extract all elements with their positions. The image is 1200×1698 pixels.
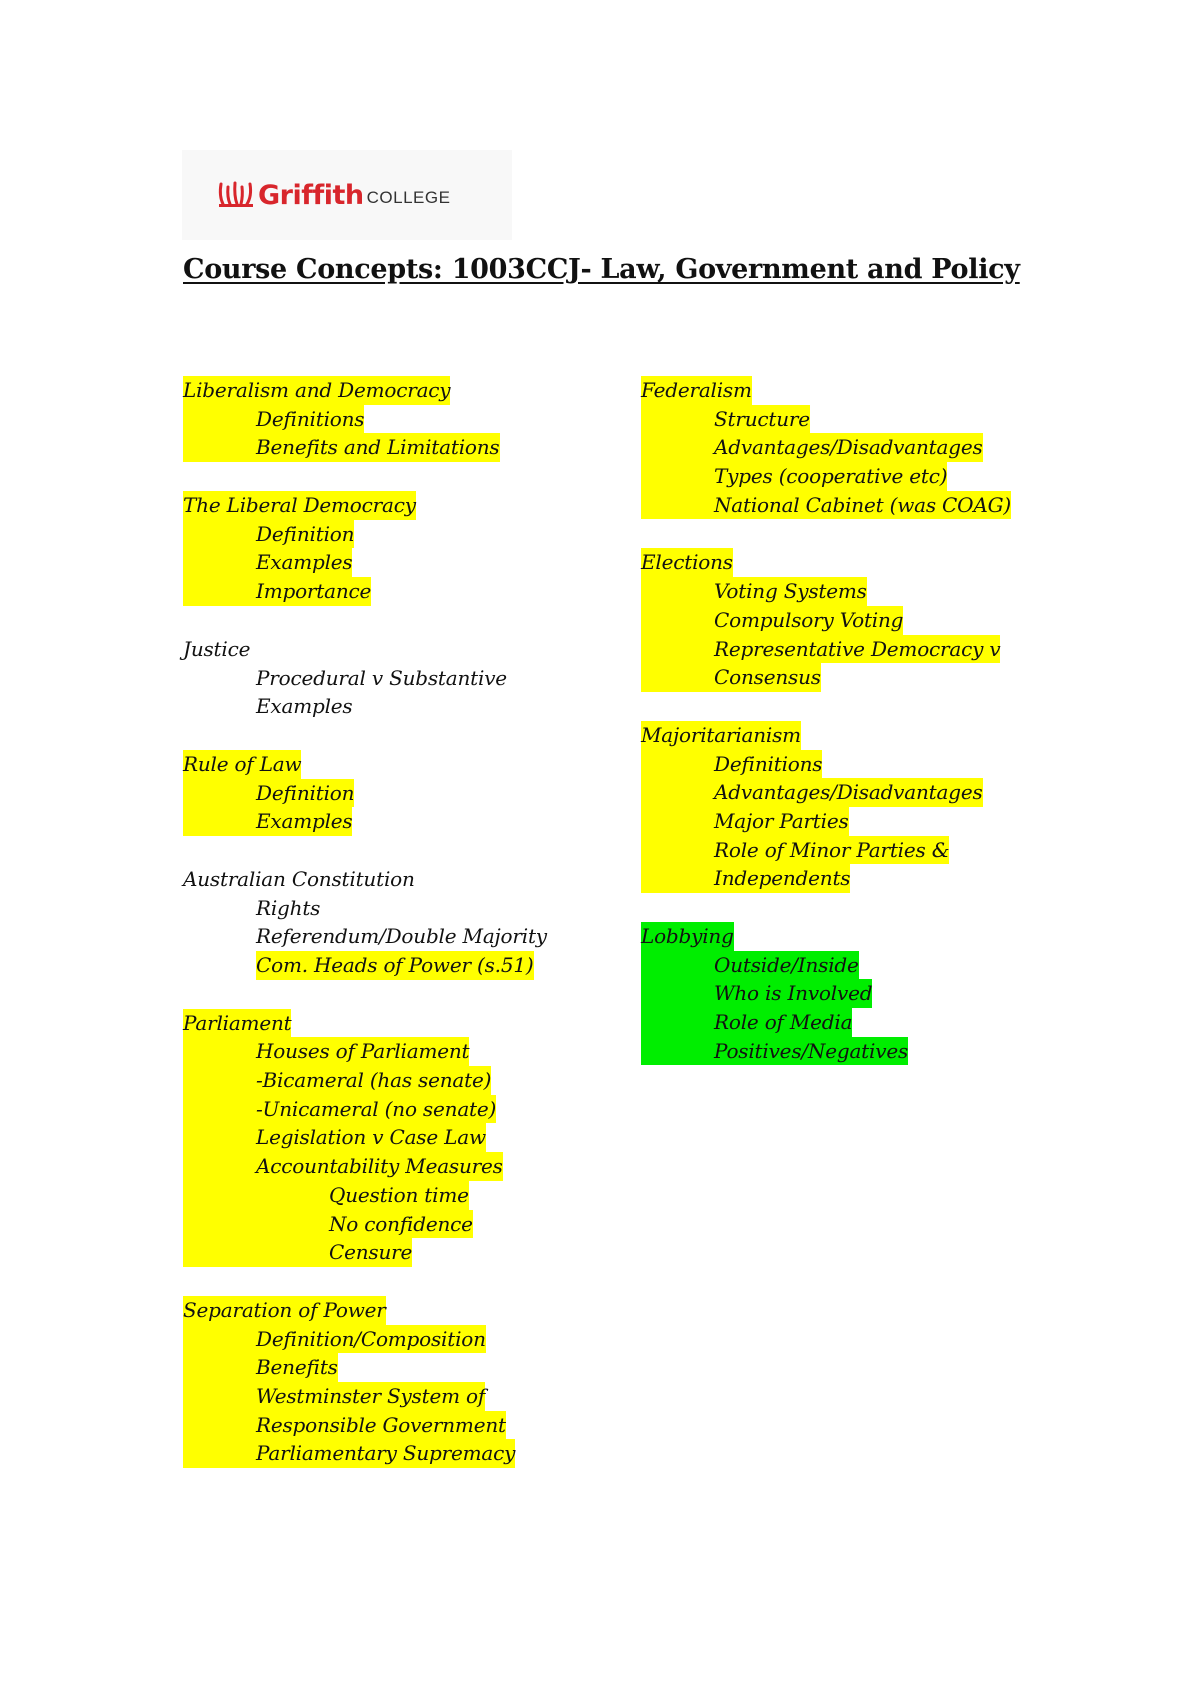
concept-block-the-liberal-democracy — [183, 491, 547, 606]
concept-subitem — [183, 664, 547, 693]
concept-subitem — [183, 520, 547, 549]
concept-heading — [183, 376, 547, 405]
concept-subitem-text: Definitions — [256, 405, 364, 434]
concept-subitem-text: -Bicameral (has senate) — [256, 1066, 491, 1095]
concept-subitem-text: Who is Involved — [714, 979, 872, 1008]
concept-subitem-text: Importance — [256, 577, 371, 606]
concept-subitem — [183, 894, 547, 923]
concept-block-parliament — [183, 1009, 547, 1267]
concept-subitem-text: Examples — [256, 694, 353, 719]
concept-heading — [183, 635, 547, 664]
concept-subitem — [183, 433, 547, 462]
concept-subitem — [641, 1008, 1011, 1037]
concept-subitem — [183, 1152, 547, 1181]
concept-subitem — [183, 405, 547, 434]
concept-heading — [641, 922, 1011, 951]
concept-subitem — [641, 635, 1011, 664]
concept-heading-text: Lobbying — [641, 922, 734, 951]
concept-subitem-text: Examples — [256, 548, 352, 577]
concept-subitem — [183, 1095, 547, 1124]
concept-subitem-text: No confidence — [329, 1210, 473, 1239]
concept-subitem-text: Houses of Parliament — [256, 1037, 469, 1066]
concept-subitem — [641, 606, 1011, 635]
concept-subitem — [641, 864, 1011, 893]
concept-block-majoritarianism — [641, 721, 1011, 893]
concept-heading — [183, 865, 547, 894]
concept-subitem-text: Definition/Composition — [256, 1325, 486, 1354]
griffith-college-logo — [182, 150, 512, 240]
left-concept-column — [183, 376, 547, 1497]
concept-subitem-text: Outside/Inside — [714, 951, 859, 980]
concept-subitem-text: Types (cooperative etc) — [714, 462, 947, 491]
concept-heading-text: The Liberal Democracy — [183, 491, 416, 520]
concept-subitem — [641, 577, 1011, 606]
concept-block-lobbying — [641, 922, 1011, 1065]
concept-heading — [641, 376, 1011, 405]
concept-subitem-text: Responsible Government — [256, 1411, 506, 1440]
concept-subitem-text: Westminster System of — [256, 1382, 485, 1411]
concept-subitem — [183, 779, 547, 808]
concept-block-australian-constitution — [183, 865, 547, 980]
concept-block-liberalism-and-democracy — [183, 376, 547, 462]
concept-subitem-text: National Cabinet (was COAG) — [714, 491, 1011, 520]
concept-block-elections — [641, 548, 1011, 691]
concept-heading — [183, 491, 547, 520]
concept-heading-text: Majoritarianism — [641, 721, 801, 750]
concept-subitem — [183, 1210, 547, 1239]
concept-subitem-text: Examples — [256, 807, 352, 836]
concept-heading-text: Elections — [641, 548, 733, 577]
concept-subitem-text: Positives/Negatives — [714, 1037, 908, 1066]
concept-subitem — [183, 1353, 547, 1382]
concept-heading-text: Liberalism and Democracy — [183, 376, 450, 405]
concept-subitem — [641, 405, 1011, 434]
concept-block-separation-of-power — [183, 1296, 547, 1468]
concept-subitem — [183, 1066, 547, 1095]
concept-subitem — [641, 951, 1011, 980]
concept-subitem-text: Definition — [256, 779, 354, 808]
concept-subitem — [183, 692, 547, 721]
concept-subitem-text: Definition — [256, 520, 354, 549]
concept-subitem-text: Major Parties — [714, 807, 849, 836]
concept-subitem — [183, 807, 547, 836]
griffith-flame-icon — [216, 180, 256, 210]
concept-subitem — [641, 1037, 1011, 1066]
concept-subitem — [641, 462, 1011, 491]
concept-subitem-text: Advantages/Disadvantages — [714, 778, 983, 807]
concept-subitem — [183, 577, 547, 606]
concept-subitem-text: Definitions — [714, 750, 822, 779]
concept-subitem-text: Role of Minor Parties & — [714, 836, 949, 865]
concept-subitem-text: Rights — [256, 895, 321, 920]
concept-subitem — [641, 433, 1011, 462]
concept-subitem-text: -Unicameral (no senate) — [256, 1095, 496, 1124]
concept-heading-text: Justice — [183, 636, 251, 661]
concept-subitem — [183, 1238, 547, 1267]
concept-subitem-text: Benefits and Limitations — [256, 433, 500, 462]
concept-subitem-text: Voting Systems — [714, 577, 867, 606]
concept-subitem-text: Compulsory Voting — [714, 606, 903, 635]
concept-subitem — [641, 491, 1011, 520]
concept-subitem-text: Censure — [329, 1238, 412, 1267]
concept-subitem-text: Role of Media — [714, 1008, 852, 1037]
concept-block-rule-of-law — [183, 750, 547, 836]
concept-subitem-text: Legislation v Case Law — [256, 1123, 486, 1152]
page-title: Course Concepts: 1003CCJ- Law, Government and Policy — [183, 254, 1020, 285]
concept-subitem — [183, 1181, 547, 1210]
concept-heading — [641, 548, 1011, 577]
concept-subitem — [183, 1037, 547, 1066]
concept-block-federalism — [641, 376, 1011, 519]
concept-block-justice — [183, 635, 547, 721]
concept-subitem-text: Question time — [329, 1181, 469, 1210]
concept-subitem — [183, 922, 547, 951]
concept-heading — [183, 1009, 547, 1038]
concept-heading-text: Federalism — [641, 376, 752, 405]
concept-subitem-text: Accountability Measures — [256, 1152, 503, 1181]
logo-college-text: COLLEGE — [366, 187, 451, 207]
concept-subitem — [183, 951, 547, 980]
concept-heading-text: Parliament — [183, 1009, 291, 1038]
logo-brand-text: Griffith — [258, 179, 364, 211]
concept-heading-text: Rule of Law — [183, 750, 301, 779]
concept-subitem — [641, 778, 1011, 807]
concept-subitem — [183, 1382, 547, 1411]
concept-heading — [183, 750, 547, 779]
concept-subitem-text: Structure — [714, 405, 810, 434]
concept-heading-text: Separation of Power — [183, 1296, 386, 1325]
concept-subitem — [641, 979, 1011, 1008]
right-concept-column — [641, 376, 1011, 1094]
concept-subitem — [641, 836, 1011, 865]
concept-subitem — [641, 750, 1011, 779]
concept-subitem-text: Consensus — [714, 663, 821, 692]
concept-subitem — [183, 1325, 547, 1354]
concept-subitem — [641, 663, 1011, 692]
concept-subitem-text: Independents — [714, 864, 850, 893]
concept-subitem — [183, 1439, 547, 1468]
concept-subitem — [183, 1411, 547, 1440]
concept-subitem-text: Procedural v Substantive — [256, 665, 507, 690]
concept-subitem — [183, 548, 547, 577]
concept-subitem-text: Representative Democracy v — [714, 635, 1000, 664]
concept-heading — [641, 721, 1011, 750]
concept-subitem-text: Benefits — [256, 1353, 338, 1382]
concept-heading-text: Australian Constitution — [183, 866, 415, 891]
concept-subitem-text: Advantages/Disadvantages — [714, 433, 983, 462]
concept-subitem-text: Com. Heads of Power (s.51) — [256, 951, 534, 980]
concept-subitem — [641, 807, 1011, 836]
concept-subitem — [183, 1123, 547, 1152]
concept-heading — [183, 1296, 547, 1325]
concept-subitem-text: Referendum/Double Majority — [256, 924, 547, 949]
concept-subitem-text: Parliamentary Supremacy — [256, 1439, 515, 1468]
